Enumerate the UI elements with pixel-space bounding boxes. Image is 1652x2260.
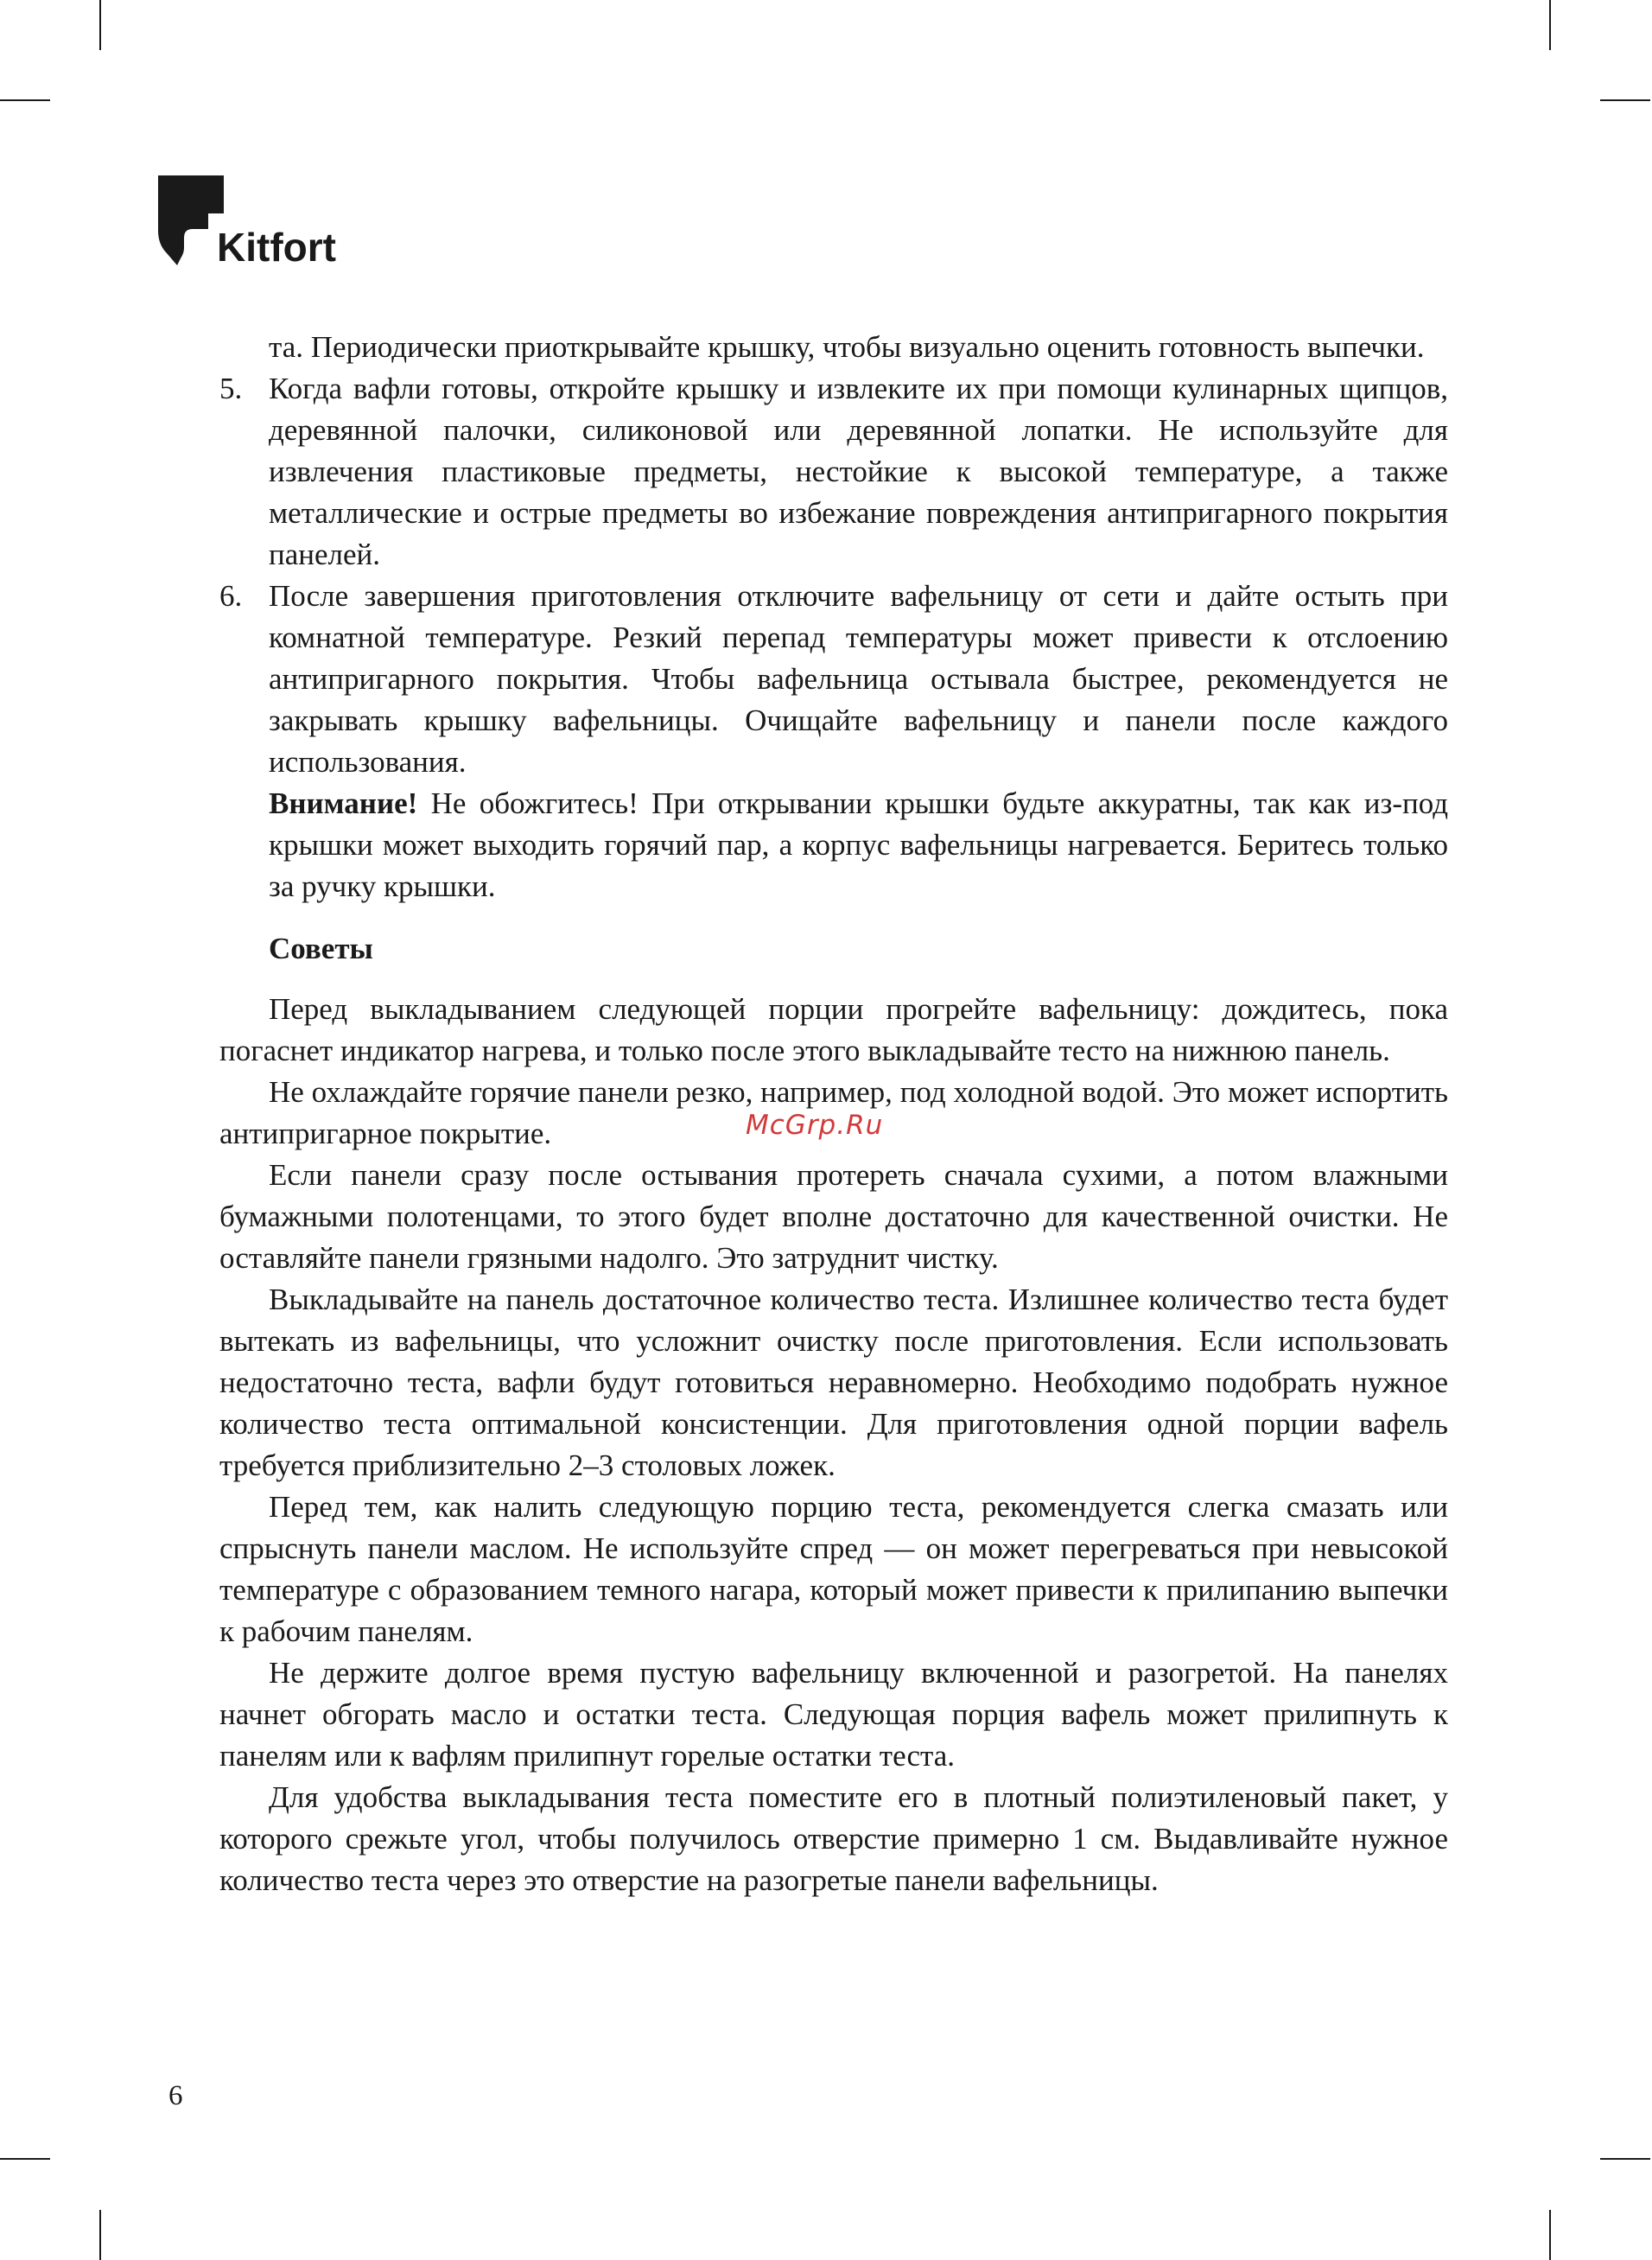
paragraph: Если панели сразу после остывания протереть сначала сухими, а потом влажными бумажными полотенцами, то этого будет вполне достаточно для качественной очистки. Не оставляйте панели грязными надолго. Это затруднит чистку.	[219, 1158, 1448, 1275]
list-item-number: 6.	[219, 579, 243, 613]
paragraph: Перед тем, как налить следующую порцию теста, рекомендуется слегка смазать или спрыснуть панели маслом. Не используйте спред — он может перегреваться при невысокой температуре с образованием темного нагара, который может привести к прилипанию выпечки к рабочим панелям.	[219, 1490, 1448, 1648]
section-heading: Советы	[269, 932, 373, 965]
kitfort-logo-icon	[158, 175, 224, 265]
paragraph: Перед выкладыванием следующей порции прогрейте вафельницу: дождитесь, пока погаснет индикатор нагрева, и только после этого выкладывайте тесто на нижнюю панель.	[219, 992, 1448, 1067]
list-item-number: 5.	[219, 372, 243, 405]
crop-mark	[99, 0, 101, 50]
watermark-link[interactable]: McGrp.Ru	[746, 1110, 884, 1141]
page-number: 6	[168, 2080, 183, 2111]
crop-mark	[1549, 0, 1551, 50]
paragraph: Не держите долгое время пустую вафельницу включенной и разогретой. На панелях начнет обгорать масло и остатки теста. Следующая порция вафель может прилипнуть к панелям или к вафлям прилипнут горелые остатки теста.	[219, 1656, 1448, 1773]
paragraph: Не охлаждайте горячие панели резко, например, под холодной водой. Это может испортить антипригарное покрытие.	[219, 1075, 1448, 1150]
paragraph: Выкладывайте на панель достаточное количество теста. Излишнее количество теста будет вытекать из вафельницы, что усложнит очистку после приготовления. Если использовать недостаточно теста, вафли будут готовиться неравномерно. Необходимо подобрать нужное количество теста оптимальной консистенции. Для приготовления одной порции вафель требуется приблизительно 2–3 столовых ложек.	[219, 1283, 1448, 1482]
crop-mark	[0, 2158, 50, 2160]
list-item-text: После завершения приготовления отключите вафельницу от сети и дайте остыть при комнатной температуре. Резкий перепад температуры может привести к отслоению антипригарного покрытия. Чтобы вафельница остывала быстрее, рекомендуется не закрывать крышку вафельницы. Очищайте вафельницу и панели после каждого использования.	[269, 579, 1448, 779]
warning-note	[269, 783, 1448, 907]
warning-text: Не обожгитесь! При открывании крышки будьте аккуратны, так как из-под крышки может выходить горячий пар, а корпус вафельницы нагревается. Беритесь только за ручку крышки.	[269, 786, 1448, 903]
list-item-text: Когда вафли готовы, откройте крышку и извлеките их при помощи кулинарных щипцов, деревянной палочки, силиконовой или деревянной лопатки. Не используйте для извлечения пластиковые предметы, нестойкие к высокой температуре, а также металлические и острые предметы во избежание повреждения антипригарного покрытия панелей.	[269, 372, 1448, 571]
crop-mark	[1549, 2210, 1551, 2260]
crop-mark	[0, 99, 50, 101]
crop-mark	[1600, 99, 1650, 101]
list-item	[219, 368, 1448, 576]
crop-mark	[1600, 2158, 1650, 2160]
paragraph: Для удобства выкладывания теста поместите его в плотный полиэтиленовый пакет, у которого срежьте угол, чтобы получилось отверстие примерно 1 см. Выдавливайте нужное количество теста через это отверстие на разогретые панели вафельницы.	[219, 1780, 1448, 1897]
list-continuation: та. Периодически приоткрывайте крышку, чтобы визуально оценить готовность выпечки.	[269, 330, 1425, 364]
crop-mark	[99, 2210, 101, 2260]
list-item	[219, 576, 1448, 783]
brand-name: Kitfort	[217, 225, 336, 270]
warning-label: Внимание!	[269, 786, 418, 820]
brand-logo	[158, 175, 336, 270]
